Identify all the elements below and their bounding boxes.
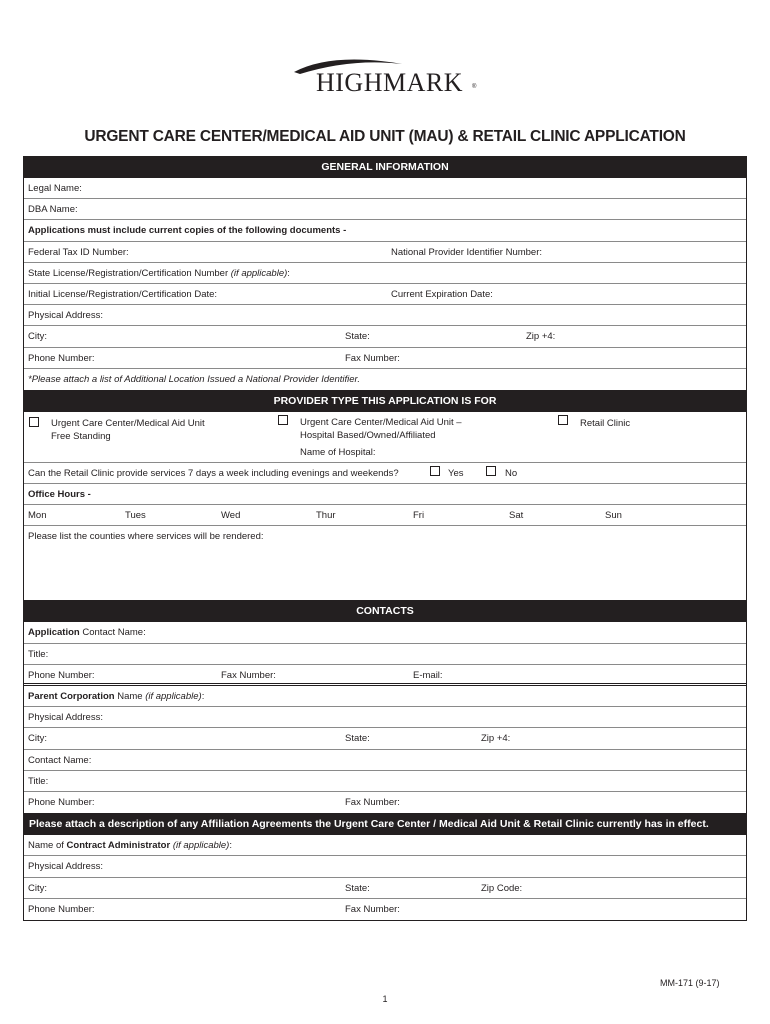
seven-days-question: Can the Retail Clinic provide services 7 days a week including evenings and weekends? xyxy=(28,467,399,479)
state-label: State: xyxy=(345,882,370,894)
day-sun: Sun xyxy=(605,510,622,522)
legal-name-label: Legal Name: xyxy=(28,183,82,194)
option2-line1: Urgent Care Center/Medical Aid Unit – xyxy=(300,416,462,428)
application-bold: Application xyxy=(28,627,80,639)
application-form xyxy=(23,156,747,921)
name-of-text: Name of xyxy=(28,840,67,852)
parent-contact-name-row[interactable] xyxy=(24,750,746,771)
state-label: State: xyxy=(345,733,370,745)
phone-label: Phone Number: xyxy=(28,903,95,915)
contacts-header: CONTACTS xyxy=(24,600,746,622)
physical-address-row[interactable] xyxy=(24,305,746,326)
contract-admin-row[interactable] xyxy=(24,835,746,856)
form-title: URGENT CARE CENTER/MEDICAL AID UNIT (MAU) & RETAIL CLINIC APPLICATION xyxy=(84,128,686,145)
tax-id-row[interactable] xyxy=(24,242,746,263)
day-mon: Mon xyxy=(28,510,47,522)
dba-name-row[interactable] xyxy=(24,199,746,220)
day-sat: Sat xyxy=(509,510,524,522)
yes-label: Yes xyxy=(448,467,464,479)
parent-rest: Name xyxy=(114,691,146,702)
contact-phone-row[interactable] xyxy=(24,665,746,686)
form-code: MM-171 (9-17) xyxy=(660,978,720,988)
fax-label: Fax Number: xyxy=(345,352,400,364)
state-license-row[interactable] xyxy=(24,263,746,284)
hospital-name-label: Name of Hospital: xyxy=(300,446,376,458)
license-date-row[interactable] xyxy=(24,284,746,305)
city-label: City: xyxy=(28,882,47,894)
parent-phone-row[interactable] xyxy=(24,792,746,813)
seven-days-row xyxy=(24,463,746,484)
no-label: No xyxy=(505,467,518,479)
physical-address-label: Physical Address: xyxy=(28,712,103,724)
contact-name-label: Contact Name: xyxy=(28,754,92,766)
day-fri: Fri xyxy=(413,510,425,522)
page-number: 1 xyxy=(382,994,388,1004)
parent-title-row[interactable] xyxy=(24,771,746,792)
retail-clinic-checkbox[interactable] xyxy=(558,415,568,425)
day-tues: Tues xyxy=(125,510,146,522)
state-license-text: State License/Registration/Certification Number xyxy=(28,267,231,279)
day-thur: Thur xyxy=(316,510,336,522)
counties-row[interactable] xyxy=(24,526,746,600)
title-label: Title: xyxy=(28,775,49,787)
fax-label: Fax Number: xyxy=(345,796,400,808)
option1-line2: Free Standing xyxy=(51,430,111,442)
attach-note-row xyxy=(24,369,746,390)
city-label: City: xyxy=(28,331,47,343)
if-applicable-note: (if applicable) xyxy=(170,840,230,852)
contract-admin-label xyxy=(28,840,232,851)
parent-city-row[interactable] xyxy=(24,728,746,749)
hospital-based-option xyxy=(300,416,462,442)
phone-label: Phone Number: xyxy=(28,796,95,808)
retail-clinic-option: Retail Clinic xyxy=(580,417,631,429)
expiration-date-label: Current Expiration Date: xyxy=(391,288,493,300)
provider-type-options xyxy=(24,412,746,463)
office-hours-label: Office Hours - xyxy=(28,489,91,501)
days-row[interactable] xyxy=(24,505,746,526)
email-label: E-mail: xyxy=(413,669,443,681)
zip-label: Zip +4: xyxy=(481,733,511,745)
admin-city-row[interactable] xyxy=(24,878,746,899)
parent-corporation-label xyxy=(28,691,204,702)
application-rest: Contact Name: xyxy=(79,627,146,639)
free-standing-option xyxy=(51,417,205,443)
application-contact-row[interactable] xyxy=(24,622,746,643)
npi-label: National Provider Identifier Number: xyxy=(391,246,543,258)
state-label: State: xyxy=(345,331,370,343)
documents-note-row xyxy=(24,220,746,241)
phone-label: Phone Number: xyxy=(28,669,95,681)
city-label: City: xyxy=(28,733,47,745)
documents-note: Applications must include current copies of the following documents - xyxy=(28,225,347,237)
no-checkbox[interactable] xyxy=(486,466,496,476)
yes-checkbox[interactable] xyxy=(430,466,440,476)
colon: : xyxy=(201,691,205,702)
logo-registered-mark: ® xyxy=(472,84,477,90)
city-state-zip-row[interactable] xyxy=(24,326,746,347)
initial-date-label: Initial License/Registration/Certification Date: xyxy=(28,288,218,300)
fax-label: Fax Number: xyxy=(345,903,400,915)
admin-phone-row[interactable] xyxy=(24,899,746,920)
contact-title-row[interactable] xyxy=(24,644,746,665)
dba-name-label: DBA Name: xyxy=(28,204,78,216)
zip-code-label: Zip Code: xyxy=(481,882,523,894)
phone-label: Phone Number: xyxy=(28,352,95,364)
state-license-label xyxy=(28,268,290,279)
if-applicable-note: (if applicable) xyxy=(145,691,202,702)
parent-corporation-row[interactable] xyxy=(24,686,746,707)
day-wed: Wed xyxy=(221,510,241,522)
option2-line2: Hospital Based/Owned/Affiliated xyxy=(300,429,436,441)
title-label: Title: xyxy=(28,648,49,660)
parent-address-row[interactable] xyxy=(24,707,746,728)
office-hours-row xyxy=(24,484,746,505)
admin-address-row[interactable] xyxy=(24,856,746,877)
highmark-logo xyxy=(292,58,482,100)
application-contact-label xyxy=(28,627,146,638)
affiliation-header: Please attach a description of any Affiliation Agreements the Urgent Care Center / Medical Aid Unit & Retail Clinic currently has in effect. xyxy=(24,813,746,835)
legal-name-row[interactable] xyxy=(24,178,746,199)
fax-label: Fax Number: xyxy=(221,669,276,681)
parent-bold: Parent Corporation xyxy=(28,691,115,702)
attach-note: *Please attach a list of Additional Location Issued a National Provider Identifier. xyxy=(28,373,360,385)
physical-address-label: Physical Address: xyxy=(28,861,103,873)
hospital-based-checkbox[interactable] xyxy=(278,415,288,425)
colon: : xyxy=(287,267,290,279)
if-applicable-note: (if applicable) xyxy=(230,267,288,279)
contract-admin-bold: Contract Administrator xyxy=(66,840,171,852)
colon: : xyxy=(229,840,232,852)
counties-label: Please list the counties where services will be rendered: xyxy=(28,531,264,543)
logo-wordmark: HIGHMARK xyxy=(316,68,463,97)
provider-type-header: PROVIDER TYPE THIS APPLICATION IS FOR xyxy=(24,390,746,412)
phone-fax-row[interactable] xyxy=(24,348,746,369)
federal-tax-id-label: Federal Tax ID Number: xyxy=(28,246,129,258)
physical-address-label: Physical Address: xyxy=(28,310,103,322)
option1-line1: Urgent Care Center/Medical Aid Unit xyxy=(51,417,205,429)
general-information-header: GENERAL INFORMATION xyxy=(24,156,746,178)
free-standing-checkbox[interactable] xyxy=(29,417,39,427)
zip-label: Zip +4: xyxy=(526,331,556,343)
